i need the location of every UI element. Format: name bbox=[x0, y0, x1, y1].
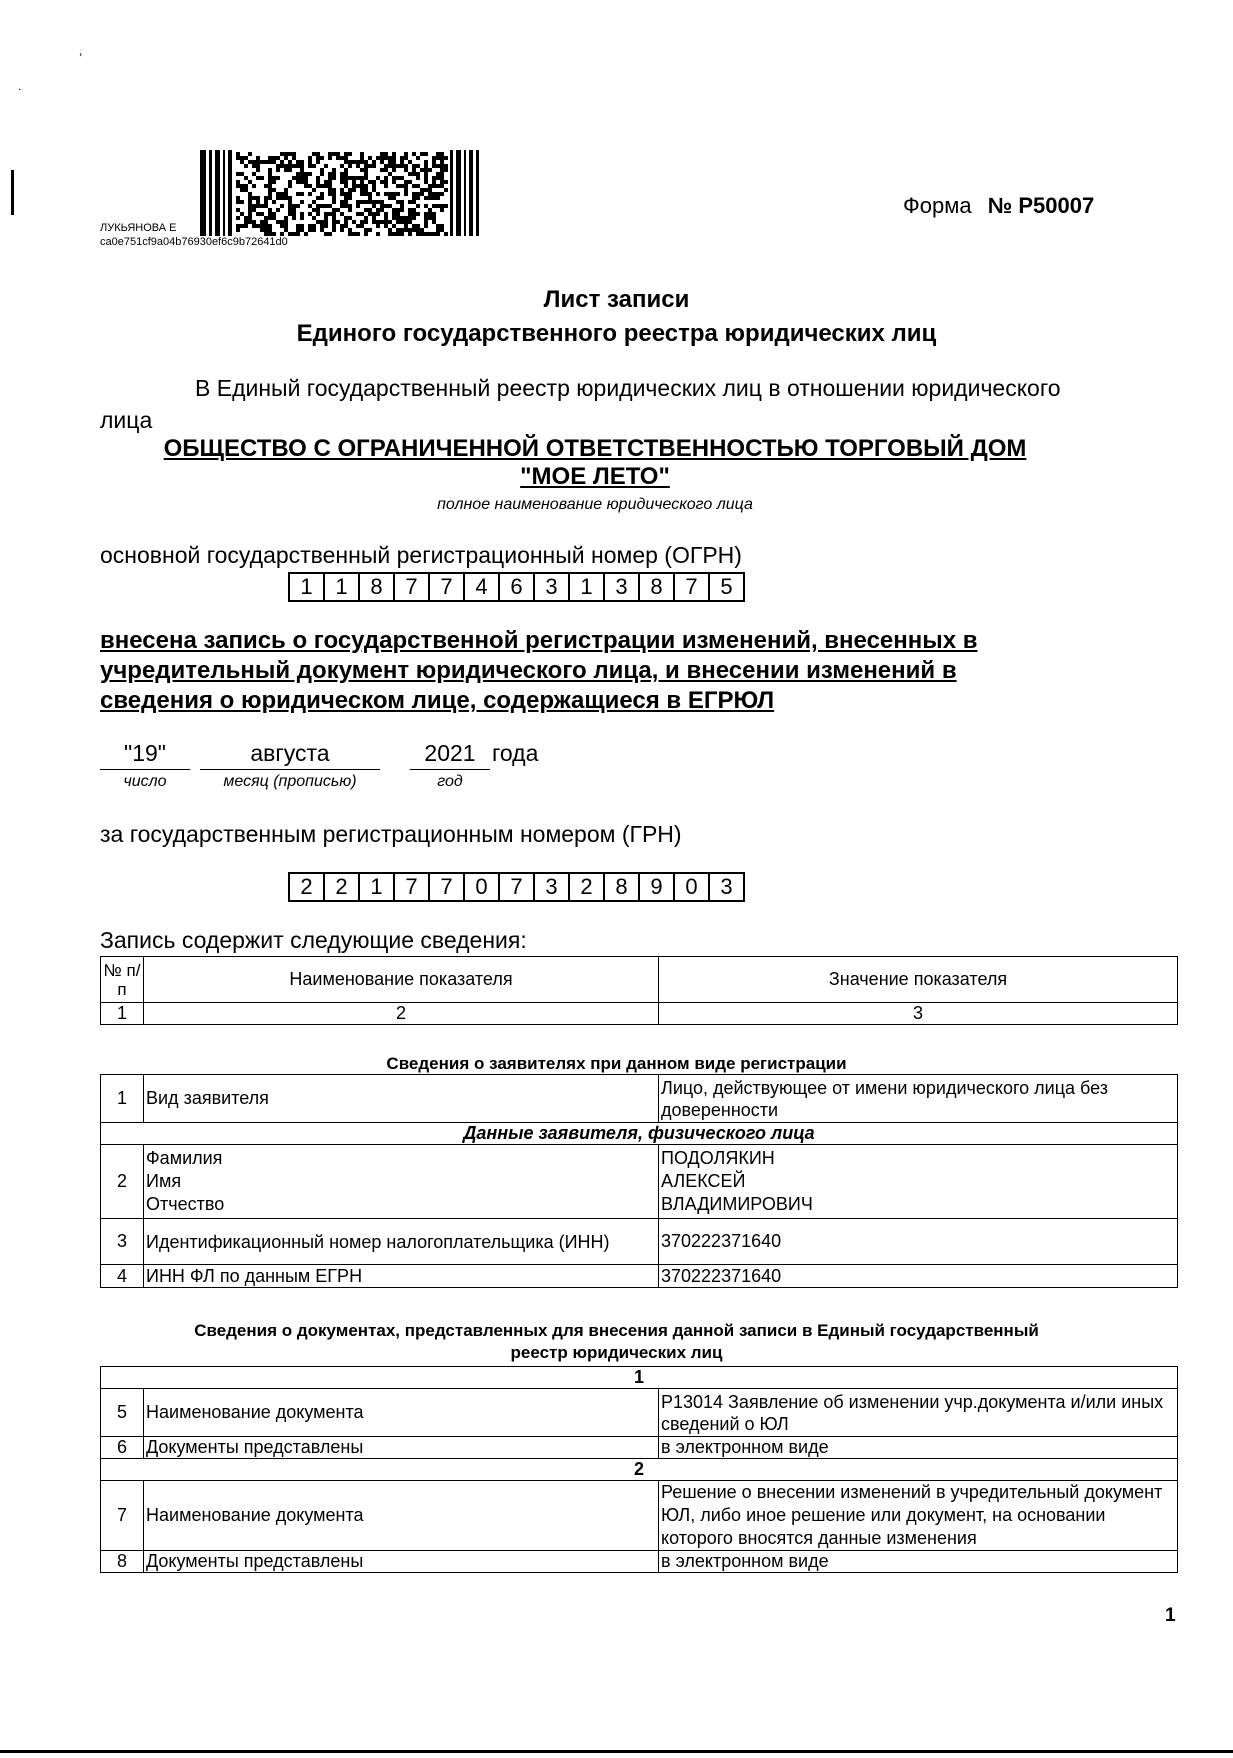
person-labels bbox=[144, 1145, 659, 1219]
patronymic-value: ВЛАДИМИРОВИЧ bbox=[661, 1194, 813, 1214]
row-number: 8 bbox=[101, 1551, 144, 1573]
table-row bbox=[101, 1389, 1178, 1437]
table-row bbox=[101, 1481, 1178, 1551]
date-year: 2021 bbox=[424, 740, 476, 766]
applicants-section-title: Сведения о заявителях при данном виде регистрации bbox=[386, 1054, 847, 1073]
person-values bbox=[659, 1145, 1178, 1219]
col-name-index: 2 bbox=[144, 1003, 659, 1025]
form-label: Форма bbox=[903, 193, 972, 218]
grn-digit: 8 bbox=[603, 874, 638, 900]
ogrn-digit: 8 bbox=[358, 574, 393, 600]
date-day: "19" bbox=[124, 740, 166, 766]
surname-label: Фамилия bbox=[146, 1148, 223, 1168]
row-label: Идентификационный номер налогоплательщика (ИНН) bbox=[144, 1219, 659, 1265]
table-row bbox=[101, 1367, 1178, 1389]
intro-line1: В Единый государственный реестр юридических лиц в отношении юридического bbox=[195, 375, 1061, 401]
date-year-line bbox=[410, 769, 490, 770]
row-label: ИНН ФЛ по данным ЕГРН bbox=[144, 1265, 659, 1288]
documents-table bbox=[100, 1366, 1178, 1573]
ogrn-digit: 3 bbox=[603, 574, 638, 600]
ogrn-digit: 6 bbox=[498, 574, 533, 600]
grn-digit: 7 bbox=[428, 874, 463, 900]
row-number: 2 bbox=[101, 1145, 144, 1219]
grn-digit: 3 bbox=[533, 874, 568, 900]
row-value: Решение о внесении изменений в учредительный документ ЮЛ, либо иное решение или документ, на основании которого вносятся данные изменения bbox=[659, 1481, 1178, 1551]
date-month-caption: месяц (прописью) bbox=[223, 773, 357, 790]
row-value: в электронном виде bbox=[659, 1437, 1178, 1459]
row-number: 5 bbox=[101, 1389, 144, 1437]
records-intro: Запись содержит следующие сведения: bbox=[100, 927, 527, 953]
grn-digit: 2 bbox=[323, 874, 358, 900]
grn-digits bbox=[288, 872, 745, 902]
surname-value: ПОДОЛЯКИН bbox=[661, 1148, 775, 1168]
org-name-line2: "МОЕ ЛЕТО" bbox=[520, 463, 670, 490]
row-value: 370222371640 bbox=[659, 1219, 1178, 1265]
documents-section-title-line2: реестр юридических лиц bbox=[510, 1343, 723, 1362]
row-number: 1 bbox=[101, 1075, 144, 1123]
col-value-index: 3 bbox=[659, 1003, 1178, 1025]
ogrn-digit: 1 bbox=[323, 574, 358, 600]
ogrn-digit: 1 bbox=[568, 574, 603, 600]
col-name-header: Наименование показателя bbox=[144, 957, 659, 1003]
applicant-subheader: Данные заявителя, физического лица bbox=[101, 1123, 1178, 1145]
patronymic-label: Отчество bbox=[146, 1194, 225, 1214]
ogrn-digit: 1 bbox=[300, 574, 313, 599]
table-row bbox=[101, 1145, 1178, 1219]
ogrn-digit: 8 bbox=[638, 574, 673, 600]
date-month: августа bbox=[250, 740, 330, 766]
grn-digit: 7 bbox=[498, 874, 533, 900]
ogrn-digit: 4 bbox=[463, 574, 498, 600]
applicants-table bbox=[100, 1074, 1178, 1288]
row-number: 4 bbox=[101, 1265, 144, 1288]
ogrn-digits bbox=[288, 572, 745, 602]
grn-digit: 2 bbox=[300, 874, 313, 899]
date-year-suffix: года bbox=[492, 740, 539, 766]
name-label: Имя bbox=[146, 1171, 182, 1191]
document-subtitle: Единого государственного реестра юридических лиц bbox=[296, 320, 937, 347]
grn-digit: 7 bbox=[393, 874, 428, 900]
org-name-line1: ОБЩЕСТВО С ОГРАНИЧЕННОЙ ОТВЕТСТВЕННОСТЬЮ ТОРГОВЫЙ ДОМ bbox=[163, 435, 1027, 462]
row-value: Лицо, действующее от имени юридического лица без доверенности bbox=[659, 1075, 1178, 1123]
date-month-line bbox=[200, 769, 380, 770]
ogrn-digit: 5 bbox=[708, 574, 743, 600]
date-day-caption: число bbox=[123, 773, 167, 790]
records-header-table bbox=[100, 956, 1178, 1025]
row-number: 6 bbox=[101, 1437, 144, 1459]
row-number: 3 bbox=[101, 1219, 144, 1265]
date-day-line bbox=[100, 769, 190, 770]
grn-digit: 0 bbox=[463, 874, 498, 900]
grn-digit: 9 bbox=[638, 874, 673, 900]
row-label: Вид заявителя bbox=[144, 1075, 659, 1123]
table-row bbox=[101, 1551, 1178, 1573]
table-row bbox=[101, 1075, 1178, 1123]
date-year-caption: год bbox=[437, 773, 463, 790]
entry-line3: сведения о юридическом лице, содержащиеся в ЕГРЮЛ bbox=[100, 687, 775, 714]
grn-digit: 0 bbox=[673, 874, 708, 900]
table-row bbox=[101, 1219, 1178, 1265]
scan-mark: ˒ bbox=[78, 44, 84, 61]
table-row bbox=[101, 1265, 1178, 1288]
page-number: 1 bbox=[1165, 1605, 1176, 1626]
table-row bbox=[101, 1437, 1178, 1459]
row-label: Документы представлены bbox=[144, 1437, 659, 1459]
document-group-2: 2 bbox=[101, 1459, 1178, 1481]
row-label: Наименование документа bbox=[144, 1481, 659, 1551]
ogrn-digit: 3 bbox=[533, 574, 568, 600]
row-label: Наименование документа bbox=[144, 1389, 659, 1437]
scan-mark: ˙ bbox=[18, 86, 23, 102]
ogrn-digit: 7 bbox=[393, 574, 428, 600]
row-label: Документы представлены bbox=[144, 1551, 659, 1573]
barcode-hash: ca0e751cf9a04b76930ef6c9b72641d0 bbox=[100, 236, 288, 248]
document-group-1: 1 bbox=[101, 1367, 1178, 1389]
table-row bbox=[101, 1459, 1178, 1481]
table-row bbox=[101, 1123, 1178, 1145]
col-number-index: 1 bbox=[101, 1003, 144, 1025]
name-value: АЛЕКСЕЙ bbox=[661, 1171, 746, 1191]
form-number bbox=[903, 193, 1094, 219]
form-code: № Р50007 bbox=[987, 193, 1095, 218]
document-title: Лист записи bbox=[543, 286, 690, 313]
documents-section-title-line1: Сведения о документах, представленных для внесения данной записи в Единый государственный bbox=[194, 1321, 1039, 1340]
barcode-label: ЛУКЬЯНОВА Е bbox=[100, 222, 177, 234]
row-value: Р13014 Заявление об изменении учр.документа и/или иных сведений о ЮЛ bbox=[659, 1389, 1178, 1437]
row-number: 7 bbox=[101, 1481, 144, 1551]
col-number-header: № п/п bbox=[101, 957, 144, 1003]
scan-edge-mark bbox=[11, 170, 14, 215]
grn-digit: 2 bbox=[568, 874, 603, 900]
col-value-header: Значение показателя bbox=[659, 957, 1178, 1003]
ogrn-digit: 7 bbox=[428, 574, 463, 600]
grn-digit: 1 bbox=[358, 874, 393, 900]
org-name-caption: полное наименование юридического лица bbox=[437, 496, 753, 513]
ogrn-digit: 7 bbox=[673, 574, 708, 600]
intro-line2: лица bbox=[100, 407, 153, 433]
grn-digit: 3 bbox=[708, 874, 743, 900]
row-value: в электронном виде bbox=[659, 1551, 1178, 1573]
ogrn-label: основной государственный регистрационный номер (ОГРН) bbox=[100, 542, 742, 568]
row-value: 370222371640 bbox=[659, 1265, 1178, 1288]
entry-line1: внесена запись о государственной регистрации изменений, внесенных в bbox=[100, 627, 978, 654]
entry-line2: учредительный документ юридического лица, и внесении изменений в bbox=[100, 657, 957, 684]
grn-label: за государственным регистрационным номером (ГРН) bbox=[100, 821, 682, 847]
scan-bottom-edge bbox=[0, 1750, 1233, 1753]
